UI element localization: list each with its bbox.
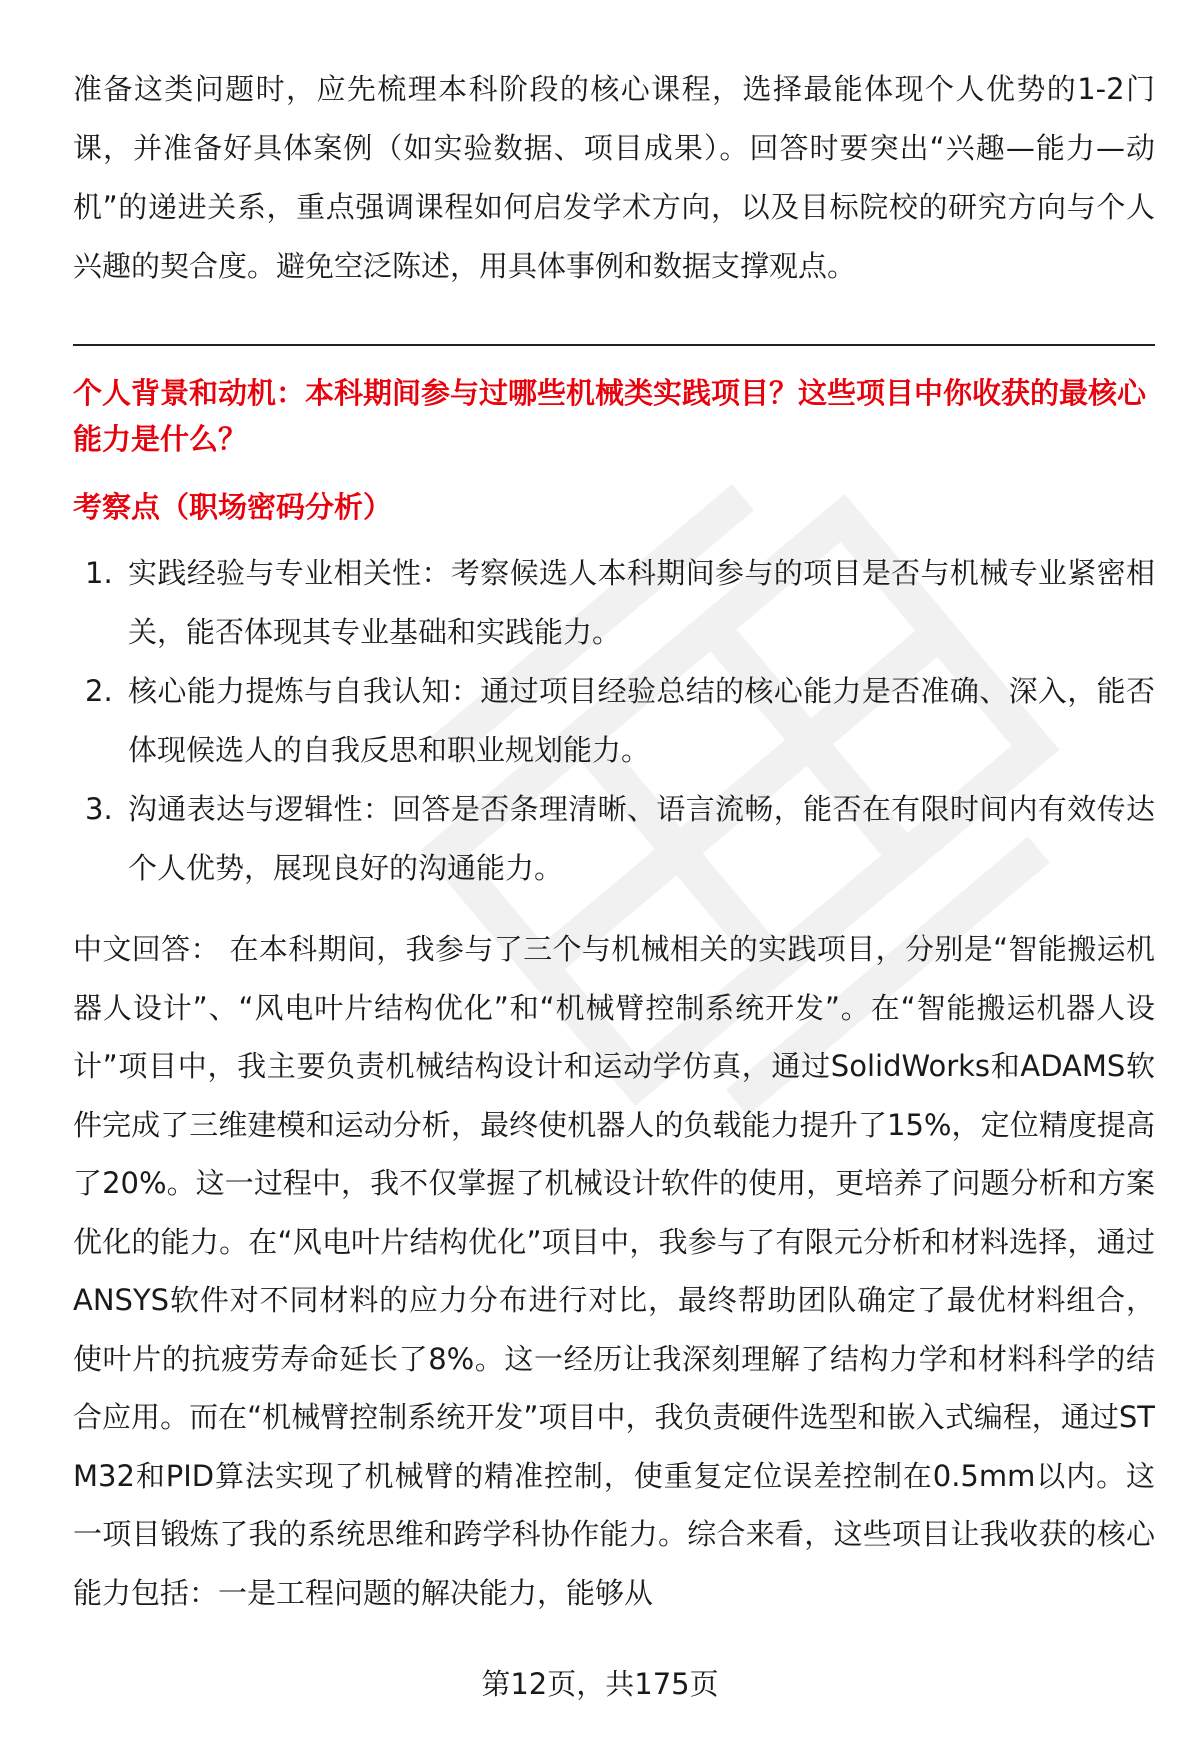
list-item-number: 1.: [85, 556, 113, 590]
page-number-footer: 第12页，共175页: [481, 1667, 719, 1701]
section-divider: [73, 344, 1155, 346]
list-item: [73, 780, 1155, 898]
list-item-text: 核心能力提炼与自我认知：通过项目经验总结的核心能力是否准确、深入，能否体现候选人的自我反思和职业规划能力。: [128, 674, 1155, 767]
examination-points-list: [73, 544, 1155, 898]
list-item-text: 实践经验与专业相关性：考察候选人本科期间参与的项目是否与机械专业紧密相关，能否体现其专业基础和实践能力。: [128, 556, 1155, 649]
list-item-number: 3.: [85, 792, 113, 826]
list-item-text: 沟通表达与逻辑性：回答是否条理清晰、语言流畅，能否在有限时间内有效传达个人优势，展现良好的沟通能力。: [128, 792, 1155, 885]
intro-paragraph: 准备这类问题时，应先梳理本科阶段的核心课程，选择最能体现个人优势的1-2门课，并准备好具体案例（如实验数据、项目成果）。回答时要突出“兴趣—能力—动机”的递进关系，重点强调课程如何启发学术方向，以及目标院校的研究方向与个人兴趣的契合度。避免空泛陈述，用具体事例和数据支撑观点。: [73, 72, 1155, 283]
examination-heading: 考察点（职场密码分析）: [73, 490, 393, 524]
main-content: [73, 60, 1155, 1651]
answer-paragraph: 中文回答： 在本科期间，我参与了三个与机械相关的实践项目，分别是“智能搬运机器人设计”、“风电叶片结构优化”和“机械臂控制系统开发”。在“智能搬运机器人设计”项目中，我主要负责机械结构设计和运动学仿真，通过SolidWorks和ADAMS软件完成了三维建模和运动分析，最终使机器人的负载能力提升了15%，定位精度提高了20%。这一过程中，我不仅掌握了机械设计软件的使用，更培养了问题分析和方案优化的能力。在“风电叶片结构优化”项目中，我参与了有限元分析和材料选择，通过ANSYS软件对不同材料的应力分布进行对比，最终帮助团队确定了最优材料组合，使叶片的抗疲劳寿命延长了8%。这一经历让我深刻理解了结构力学和材料科学的结合应用。而在“机械臂控制系统开发”项目中，我负责硬件选型和嵌入式编程，通过STM32和PID算法实现了机械臂的精准控制，使重复定位误差控制在0.5mm以内。这一项目锻炼了我的系统思维和跨学科协作能力。综合来看，这些项目让我收获的核心能力包括：一是工程问题的解决能力，能够从: [73, 932, 1155, 1610]
list-item: [73, 544, 1155, 662]
list-item-number: 2.: [85, 674, 113, 708]
list-item: [73, 662, 1155, 780]
question-heading: 个人背景和动机：本科期间参与过哪些机械类实践项目？这些项目中你收获的最核心能力是什么？: [73, 376, 1147, 456]
